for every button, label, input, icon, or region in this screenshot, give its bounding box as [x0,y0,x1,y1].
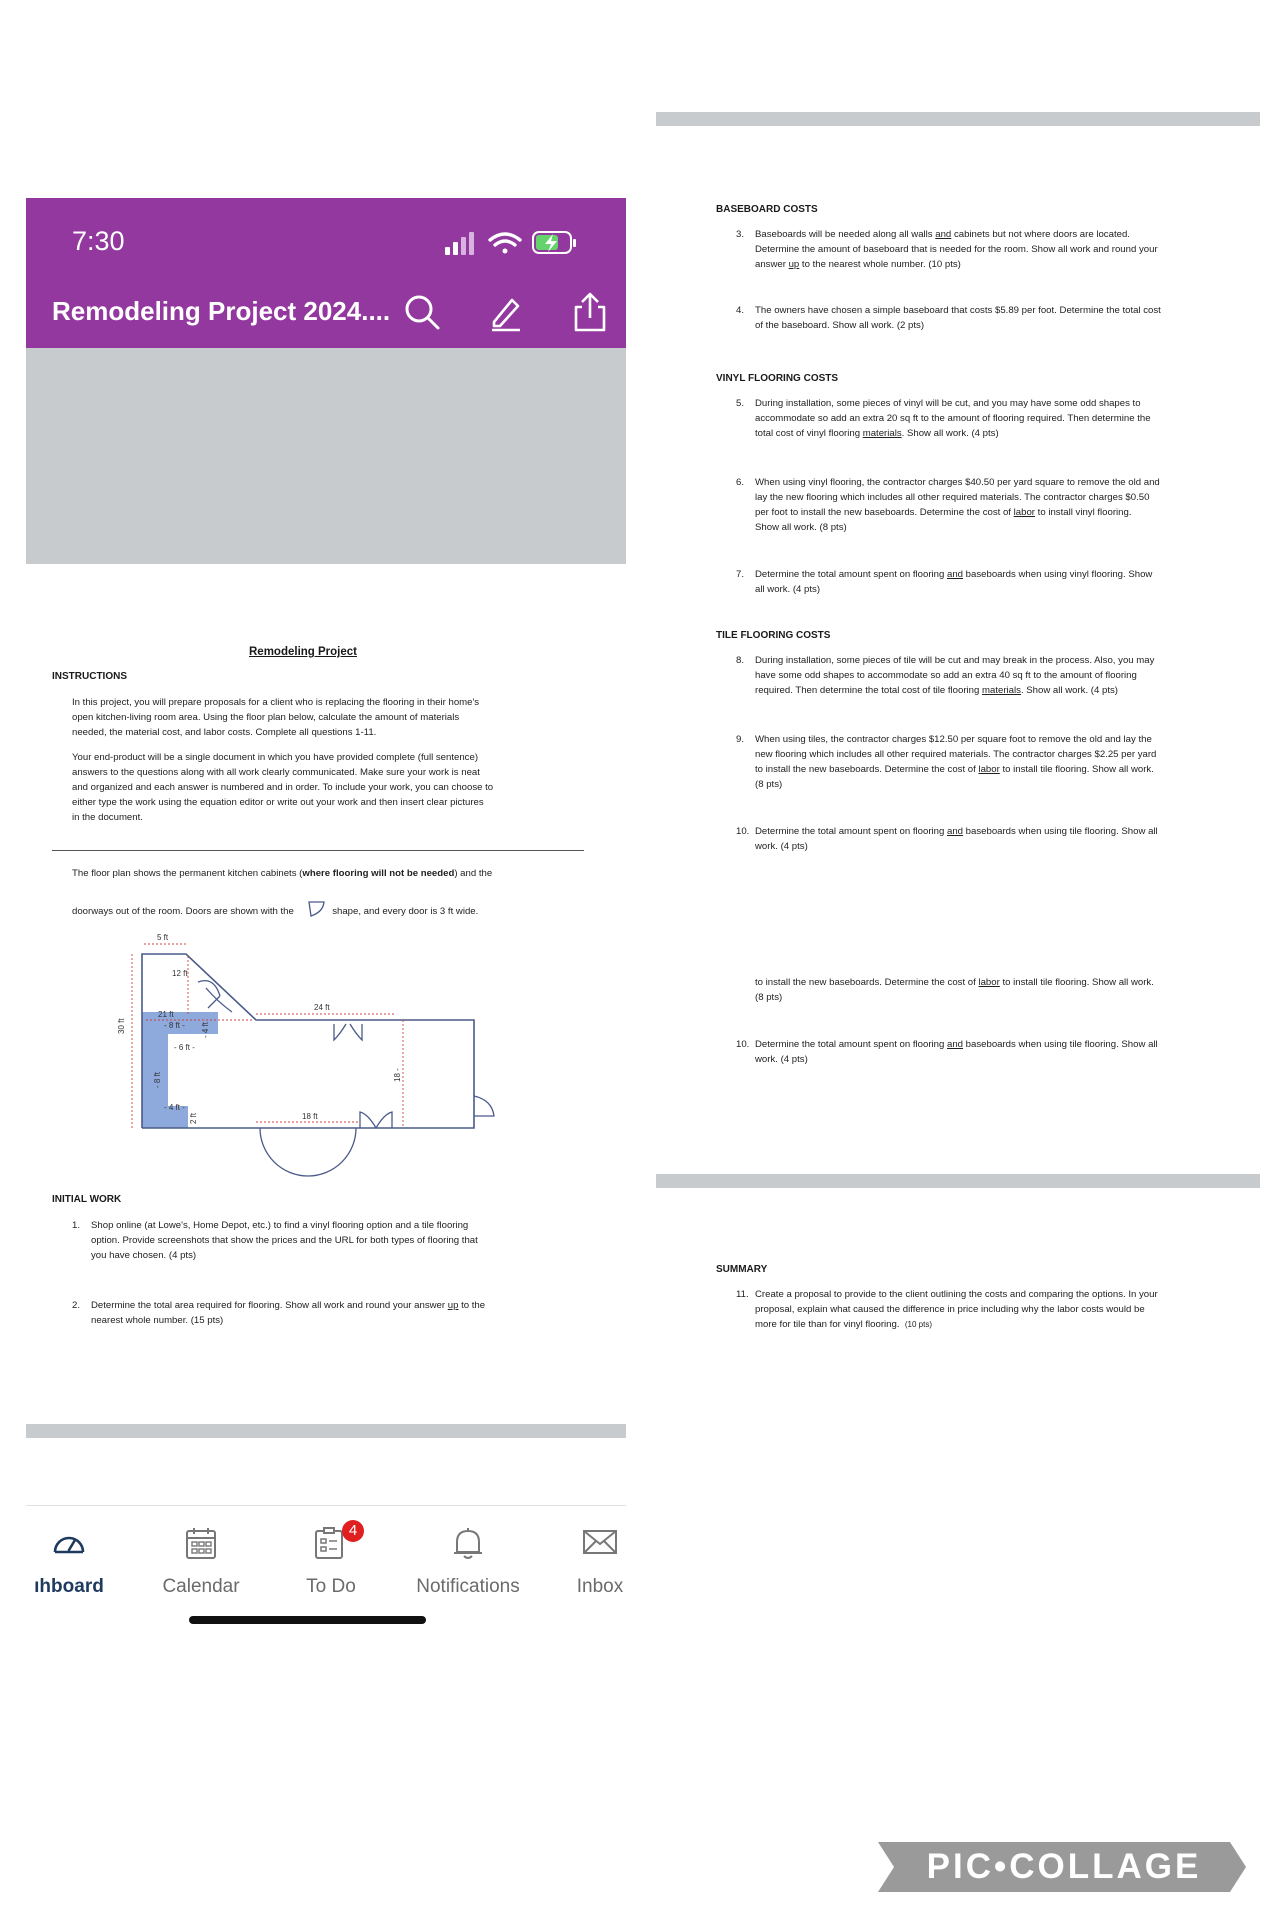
question-text: more for tile than for vinyl flooring. [755,1319,900,1330]
question-line: work. (4 pts) [755,1054,808,1065]
content-gray-area [26,348,626,564]
instructions-line: and organized and each answer is numbered and in order. To include your work, you can choose to [72,782,494,793]
question-line: option. Provide screenshots that show the prices and the URL for both types of flooring that [91,1235,478,1246]
dim-label: 24 ft [314,1003,330,1012]
initial-work-heading: INITIAL WORK [52,1194,122,1205]
question-line: (8 pts) [755,779,783,790]
question-line: (8 pts) [755,992,783,1003]
question-line: During installation, some pieces of vinyl will be cut, and you may have some odd shapes to [755,398,1141,409]
question-line: proposal, explain what caused the difference in price including why the labor costs would be [755,1304,1145,1315]
dim-label: - 6 ft - [174,1043,195,1052]
question-underlined: labor [978,764,1000,775]
question-text: to install tile flooring. Show all work. [999,977,1154,988]
instructions-heading: INSTRUCTIONS [52,671,127,682]
dim-label: 5 ft [157,933,169,942]
question-line: Show all work. (8 pts) [755,522,847,533]
question-underlined: and [947,826,964,837]
question-text: per foot to install the new baseboards. Determine the cost of [755,507,1014,518]
tab-calendar[interactable] [146,1526,256,1597]
question-text: Determine the total amount spent on flooring [755,1039,947,1050]
question-number: 2. [72,1300,81,1311]
question-number: 7. [736,569,745,580]
tile-heading: TILE FLOORING COSTS [716,630,831,641]
dim-label: 30 ft [117,1018,126,1034]
instructions-line: either type the work using the equation editor or write out your work and then insert clear pictures [72,797,484,808]
question-4 [736,303,1216,333]
question-line: new flooring which includes all other required materials. The contractor charges $2.25 per yard [755,749,1157,760]
question-text: total cost of vinyl flooring [755,428,863,439]
floorplan-text: shape, and every door is 3 ft wide. [332,906,479,917]
question-underlined: materials [862,428,902,439]
question-text: answer [755,259,789,270]
question-line: When using vinyl flooring, the contractor charges $40.50 per yard square to remove the old and [755,477,1160,488]
instructions-line: in the document. [72,812,143,823]
floorplan-text: ) and the [454,868,493,879]
question-text: Baseboards will be needed along all walls [755,229,936,240]
document-title: Remodeling Project [249,646,357,658]
question-2 [72,1298,612,1328]
dim-label: 18 - [393,1068,402,1082]
baseboard-heading: BASEBOARD COSTS [716,204,818,215]
instructions-line: Your end-product will be a single document in which you have provided complete (full sentence) [72,752,479,763]
home-indicator [189,1616,426,1624]
question-number: 5. [736,398,745,409]
markup-pen-icon[interactable] [486,292,526,332]
question-10 [736,824,1216,854]
tab-dashboard[interactable] [14,1526,124,1597]
todo-badge: 4 [342,1520,364,1542]
dashboard-icon [51,1526,87,1558]
question-1 [72,1218,612,1263]
tab-label: Notifications [416,1576,520,1597]
question-number: 10. [736,1039,750,1050]
floorplan-description [72,866,612,881]
dim-label: - 4 ft - [164,1103,185,1112]
question-line: have some odd shapes to accommodate so add an extra 40 sq ft to the amount of flooring [755,670,1137,681]
dim-label: - 8 ft - [164,1021,185,1030]
question-underlined: and [947,1039,964,1050]
question-line: Determine the amount of baseboard that is needed for the room. Show all work and round your [755,244,1158,255]
question-11 [736,1287,1216,1332]
question-3 [736,227,1216,272]
question-line: Shop online (at Lowe's, Home Depot, etc.) to find a vinyl flooring option and a tile flooring [91,1220,469,1231]
dim-label: 21 ft [158,1010,174,1019]
instructions-line: open kitchen-living room area. Using the floor plan below, calculate the amount of materials [72,712,460,723]
dim-label: - 8 ft [153,1071,162,1088]
question-text: to the [458,1300,486,1311]
bell-icon [451,1526,485,1560]
question-text: to install the new baseboards. Determine the cost of [755,977,979,988]
question-number: 4. [736,305,745,316]
door-1 [198,981,220,1008]
question-number: 6. [736,477,745,488]
question-text: baseboards when using tile flooring. Show all [963,1039,1158,1050]
question-text: baseboards when using vinyl flooring. Show [963,569,1153,580]
question-line: accommodate so add an extra 20 sq ft to the amount of flooring required. Then determine the [755,413,1151,424]
question-underlined: and [935,229,952,240]
question-line: The owners have chosen a simple baseboard that costs $5.89 per foot. Determine the total cost [755,305,1161,316]
question-text: to install the new baseboards. Determine the cost of [755,764,979,775]
question-underlined: up [447,1300,459,1311]
question-text: . Show all work. (4 pts) [901,428,999,439]
question-number: 8. [736,655,745,666]
question-line: all work. (4 pts) [755,584,821,595]
question-underlined: labor [1013,507,1035,518]
app-title: Remodeling Project 2024.... [52,296,391,326]
room-walls [142,954,474,1128]
dim-label: - 4 ft [201,1021,210,1038]
question-text: to install vinyl flooring. [1035,507,1132,518]
document-page[interactable] [26,564,626,1424]
question-line: lay the new flooring which includes all other required materials. The contractor charges $0.50 [755,492,1150,503]
question-number: 1. [72,1220,81,1231]
signal-icon [445,232,474,255]
instructions-paragraph-1 [72,695,592,740]
question-9-fragment [755,975,1225,1005]
search-icon[interactable] [402,292,442,332]
share-icon[interactable] [570,292,610,332]
question-line: During installation, some pieces of tile will be cut and may break in the process. Also, you may [755,655,1155,666]
question-text: to the nearest whole number. (10 pts) [799,259,961,270]
instructions-paragraph-2 [72,750,597,825]
instructions-line: answers to the questions along with all work clearly communicated. Make sure your work is neat [72,767,480,778]
calendar-icon [185,1526,217,1560]
question-text: to install tile flooring. Show all work. [999,764,1154,775]
tab-label: Inbox [576,1576,624,1597]
question-underlined: labor [978,977,1000,988]
question-underlined: and [947,569,964,580]
tab-notifications[interactable] [408,1526,528,1597]
question-number: 3. [736,229,745,240]
question-text: cabinets but not where doors are located. [951,229,1130,240]
question-6 [736,475,1216,535]
door-2 [334,1024,362,1040]
tab-bar [26,1505,626,1596]
battery-icon [533,232,576,253]
question-points: (10 pts) [904,1320,932,1329]
dim-label: 12 ft [172,969,188,978]
tab-label: Calendar [162,1576,240,1597]
question-line: When using tiles, the contractor charges $12.50 per square foot to remove the old and lay the [755,734,1152,745]
question-text: Determine the total amount spent on flooring [755,569,947,580]
question-number: 9. [736,734,745,745]
question-8 [736,653,1216,698]
inbox-icon [582,1526,618,1556]
wifi-icon [490,234,520,254]
divider [52,850,584,851]
question-9 [736,732,1216,792]
question-7 [736,567,1216,597]
tab-todo[interactable] [276,1522,386,1597]
question-number: 10. [736,826,750,837]
floor-plan-diagram [106,916,526,1186]
question-line: work. (4 pts) [755,841,808,852]
question-text: Determine the total amount spent on flooring [755,826,947,837]
floorplan-bold-text: where flooring will not be needed [302,868,455,879]
vinyl-heading: VINYL FLOORING COSTS [716,373,839,384]
tab-label: To Do [306,1576,356,1597]
floorplan-text: doorways out of the room. Doors are shown with the [72,906,294,917]
summary-heading: SUMMARY [716,1264,768,1275]
tab-inbox[interactable] [545,1526,655,1597]
dim-label: 2 ft [189,1112,198,1124]
page-separator [656,112,1260,126]
question-underlined: up [788,259,800,270]
dim-label: 18 ft [302,1112,318,1121]
question-5 [736,396,1216,441]
instructions-line: In this project, you will prepare proposals for a client who is replacing the flooring in their home's [72,697,480,708]
instructions-line: needed, the material cost, and labor costs. Complete all questions 1-11. [72,727,377,738]
question-underlined: materials [982,685,1021,696]
tab-label: ıhboard [34,1576,104,1597]
question-text: Determine the total area required for flooring. Show all work and round your answer [91,1300,448,1311]
door-3 [360,1112,392,1128]
question-text: . Show all work. (4 pts) [1020,685,1118,696]
question-10-repeat [736,1037,1216,1067]
watermark-text: PIC•COLLAGE [926,1847,1202,1886]
question-line: of the baseboard. Show all work. (2 pts) [755,320,925,331]
question-line: nearest whole number. (15 pts) [91,1315,224,1326]
floorplan-text: The floor plan shows the permanent kitchen cabinets ( [72,868,303,879]
question-number: 11. [736,1289,749,1300]
question-text: baseboards when using tile flooring. Show all [963,826,1158,837]
page-separator [26,1424,626,1438]
opening-arc [260,1128,356,1176]
page-separator [656,1174,1260,1188]
question-line: you have chosen. (4 pts) [91,1250,197,1261]
question-line: Create a proposal to provide to the client outlining the costs and comparing the options. In your [755,1289,1158,1300]
pic-collage-watermark [878,1838,1248,1896]
status-icons [445,228,580,258]
status-time: 7:30 [72,226,125,256]
question-text: required. Then determine the total cost of tile flooring [755,685,983,696]
door-4 [474,1096,494,1116]
